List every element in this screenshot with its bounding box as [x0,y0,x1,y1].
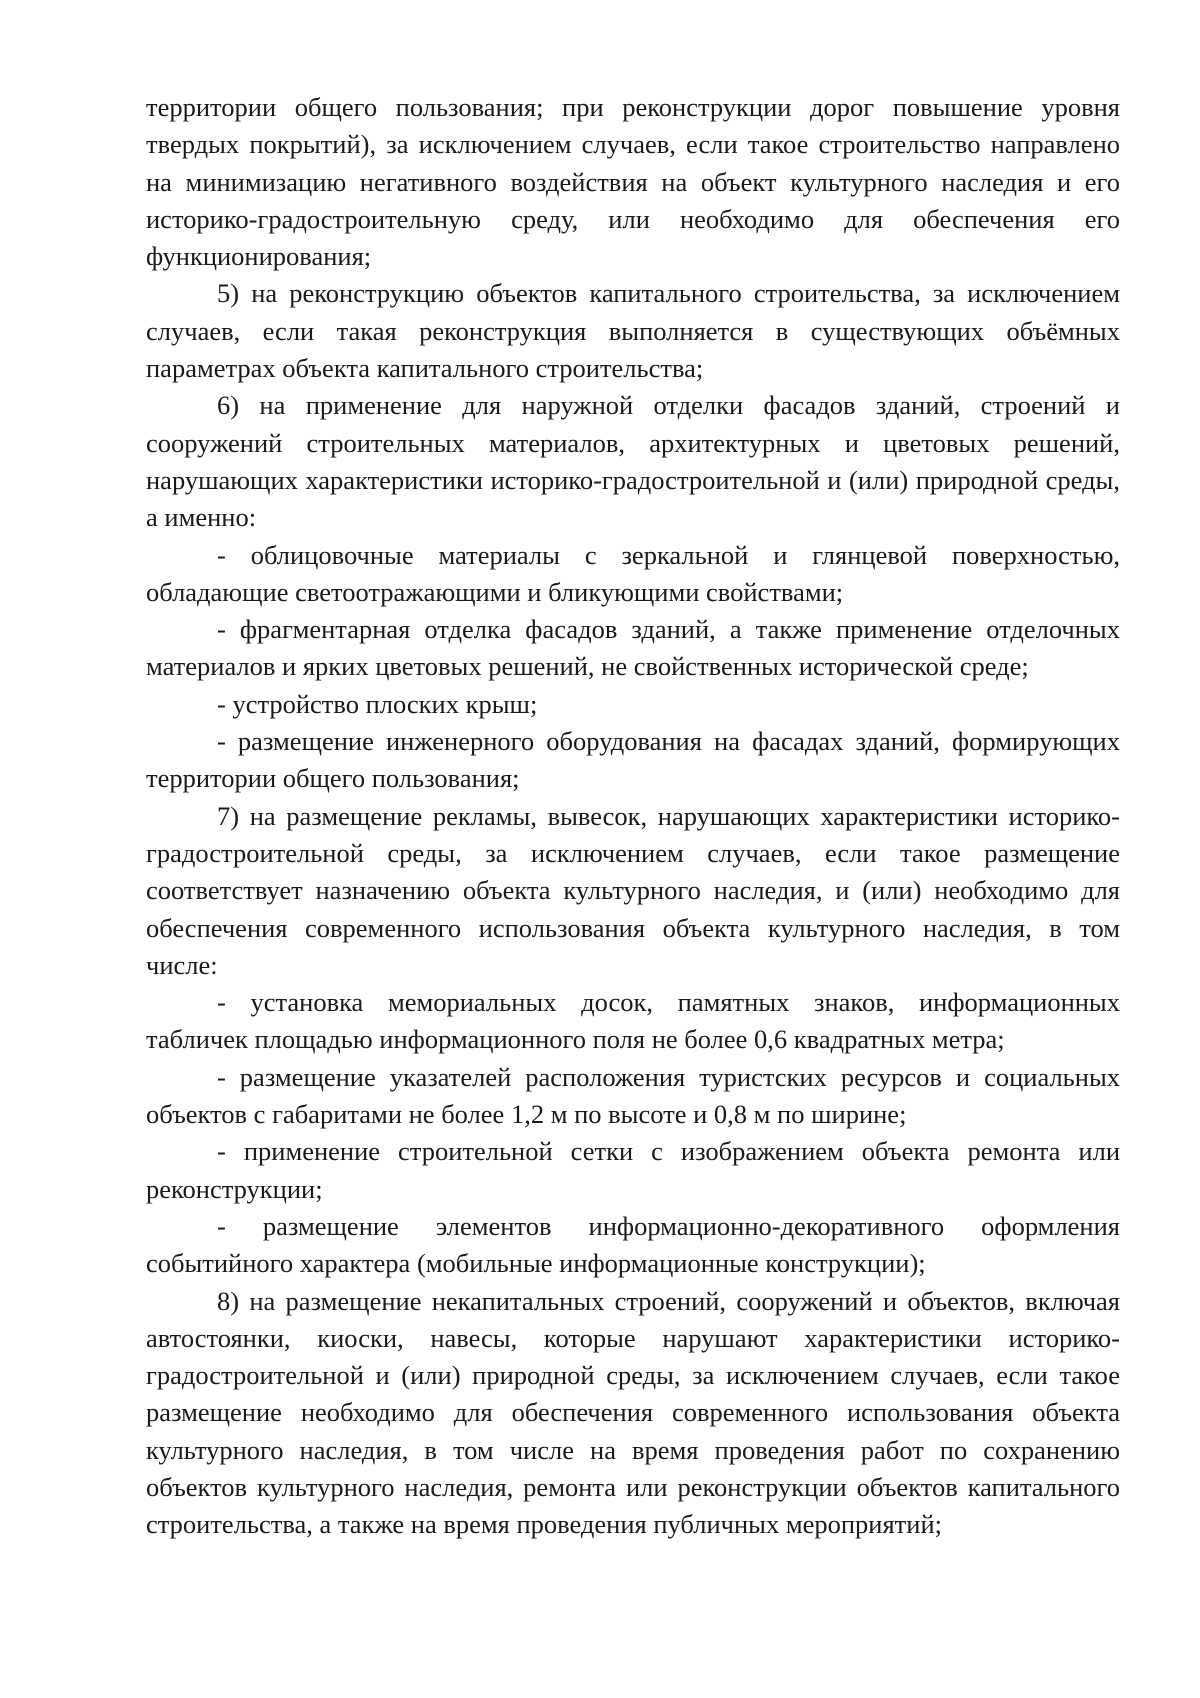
list-item: - применение строительной сетки с изображением объекта ремонта или реконструкции; [146,1136,1120,1204]
paragraph-item-6: 6) на применение для наружной отделки фасадов зданий, строений и сооружений строительных материалов, архитектурных и цветовых решений, нарушающих характеристики историко-градостроительной и (или) природной среды, а именно: [146,390,1120,533]
paragraph-continuation: территории общего пользования; при реконструкции дорог повышение уровня твердых покрытий), за исключением случаев, если такое строительство направлено на минимизацию негативного воздействия на объект культурного наследия и его историко-градостроительную среду, или необходимо для обеспечения его функционирования; [146,92,1120,272]
paragraph-item-5: 5) на реконструкцию объектов капитального строительства, за исключением случаев, если такая реконструкция выполняется в существующих объёмных параметрах объекта капитального строительства; [146,278,1120,384]
list-item: - размещение элементов информационно-декоративного оформления событийного характера (мобильные информационные конструкции); [146,1210,1120,1279]
list-item: - облицовочные материалы с зеркальной и глянцевой поверхностью, обладающие светоотражающими и бликующими свойствами; [146,539,1120,607]
list-item: - установка мемориальных досок, памятных знаков, информационных табличек площадью информационного поля не более 0,6 квадратных метра; [146,987,1120,1055]
paragraph-item-7: 7) на размещение рекламы, вывесок, нарушающих характеристики историко-градостроительной среды, за исключением случаев, если такое размещение соответствует назначению объекта культурного наследия, и (или) необходимо для обеспечения современного использования объекта культурного наследия, в том числе: [146,800,1120,980]
list-item: - размещение инженерного оборудования на фасадах зданий, формирующих территории общего пользования; [146,726,1120,794]
list-item: - фрагментарная отделка фасадов зданий, а также применение отделочных материалов и ярких цветовых решений, не свойственных исторической среде; [146,614,1120,682]
list-item: - размещение указателей расположения туристских ресурсов и социальных объектов с габаритами не более 1,2 м по высоте и 0,8 м по ширине; [146,1061,1120,1130]
list-item: - устройство плоских крыш; [217,688,538,719]
paragraph-item-8: 8) на размещение некапитальных строений, сооружений и объектов, включая автостоянки, киоски, навесы, которые нарушают характеристики историко-градостроительной и (или) природной среды, за исключением случаев, если такое размещение необходимо для обеспечения современного использования объекта культурного наследия, в том числе на время проведения работ по сохранению объектов культурного наследия, ремонта или реконструкции объектов капитального строительства, а также на время проведения публичных мероприятий; [146,1285,1120,1540]
